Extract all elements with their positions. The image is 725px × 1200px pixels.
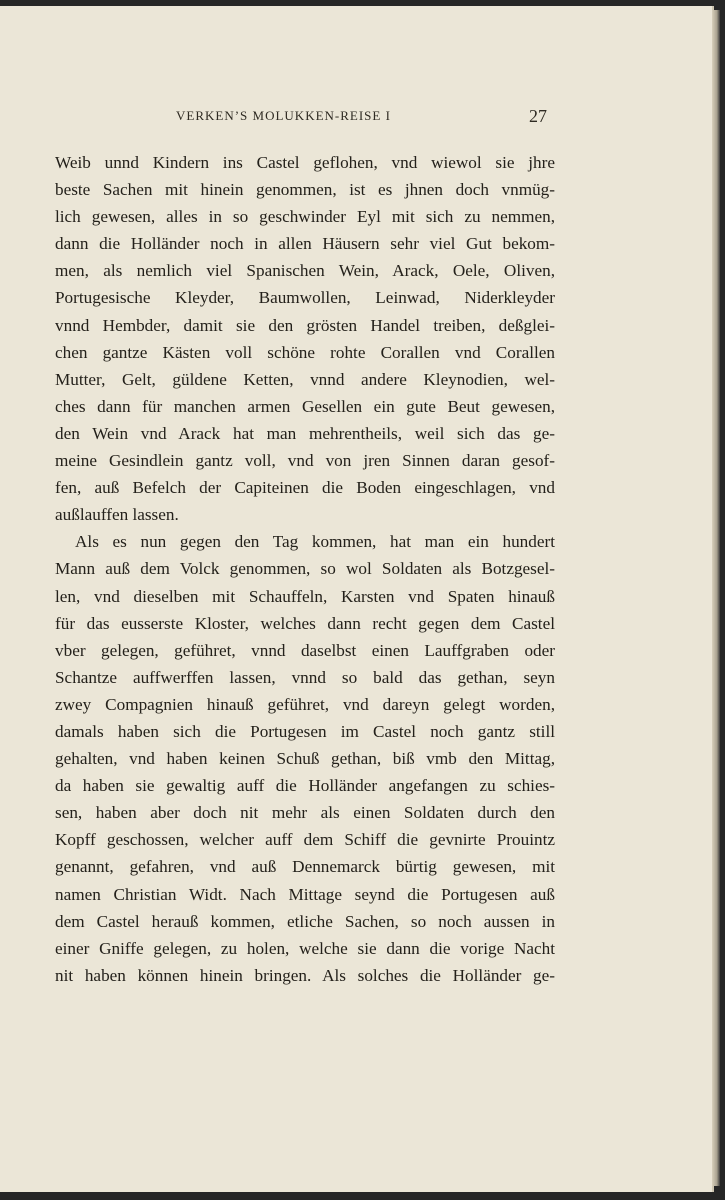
text-line: nit haben können hinein bringen. Als solches die Holländer ge- xyxy=(55,965,555,985)
text-line: genannt, gefahren, vnd auß Dennemarck bürtig gewesen, mit xyxy=(55,857,555,877)
running-head-title: VERKEN’S MOLUKKEN-REISE I xyxy=(176,108,391,123)
text-line: den Wein vnd Arack hat man mehrentheils, weil sich das ge- xyxy=(55,423,555,443)
body-text xyxy=(55,149,555,989)
text-line: sen, haben aber doch nit mehr als einen Soldaten durch den xyxy=(55,803,555,823)
text-line: beste Sachen mit hinein genommen, ist es jhnen doch vnmüg- xyxy=(55,180,555,200)
text-line: Schantze auffwerffen lassen, vnnd so bald das gethan, seyn xyxy=(55,667,555,687)
text-line: dem Castel herauß kommen, etliche Sachen, so noch aussen in xyxy=(55,911,555,931)
text-line: fen, auß Befelch der Capiteinen die Boden eingeschlagen, vnd xyxy=(55,478,555,498)
paragraph-1 xyxy=(55,149,555,528)
text-line: da haben sie gewaltig auff die Holländer angefangen zu schies- xyxy=(55,776,555,796)
paragraph-2 xyxy=(55,528,555,989)
text-line: dann die Holländer noch in allen Häusern sehr viel Gut bekom- xyxy=(55,234,555,254)
text-line: gehalten, vnd haben keinen Schuß gethan, biß vmb den Mittag, xyxy=(55,749,555,769)
book-page xyxy=(0,6,714,1192)
text-line: Weib unnd Kindern ins Castel geflohen, vnd wiewol sie jhre xyxy=(55,153,555,172)
text-line: chen gantze Kästen voll schöne rohte Corallen vnd Corallen xyxy=(55,342,555,362)
text-line: einer Gniffe gelegen, zu holen, welche sie dann die vorige Nacht xyxy=(55,938,555,958)
text-line: lich gewesen, alles in so geschwinder Eyl mit sich zu nemmen, xyxy=(55,207,555,227)
page-number: 27 xyxy=(529,106,547,126)
text-line: men, als nemlich viel Spanischen Wein, Arack, Oele, Oliven, xyxy=(55,261,555,281)
text-line: len, vnd dieselben mit Schauffeln, Karsten vnd Spaten hinauß xyxy=(55,586,555,606)
text-line: Mutter, Gelt, güldene Ketten, vnnd andere Kleynodien, wel- xyxy=(55,369,555,389)
text-line: Portugesische Kleyder, Baumwollen, Leinwad, Niderkleyder xyxy=(55,288,555,308)
text-line: Mann auß dem Volck genommen, so wol Soldaten als Botzgesel- xyxy=(55,559,555,579)
text-line: vnnd Hembder, damit sie den grösten Handel treiben, deßglei- xyxy=(55,315,555,335)
text-line: damals haben sich die Portugesen im Castel noch gantz still xyxy=(55,721,555,741)
page-edge xyxy=(712,10,720,1186)
text-line: ches dann für manchen armen Gesellen ein gute Beut gewesen, xyxy=(55,396,555,416)
text-line: außlauffen lassen. xyxy=(55,505,179,525)
text-line: zwey Compagnien hinauß geführet, vnd dareyn gelegt worden, xyxy=(55,694,555,714)
running-head xyxy=(0,106,712,130)
text-line: namen Christian Widt. Nach Mittage seynd die Portugesen auß xyxy=(55,884,555,904)
text-line: Als es nun gegen den Tag kommen, hat man ein hundert xyxy=(75,532,555,552)
text-line: meine Gesindlein gantz voll, vnd von jren Sinnen daran gesof- xyxy=(55,451,555,471)
text-line: Kopff geschossen, welcher auff dem Schiff die gevnirte Prouintz xyxy=(55,830,555,850)
text-line: vber gelegen, geführet, vnnd daselbst einen Lauffgraben oder xyxy=(55,640,555,660)
text-line: für das eusserste Kloster, welches dann recht gegen dem Castel xyxy=(55,613,555,633)
